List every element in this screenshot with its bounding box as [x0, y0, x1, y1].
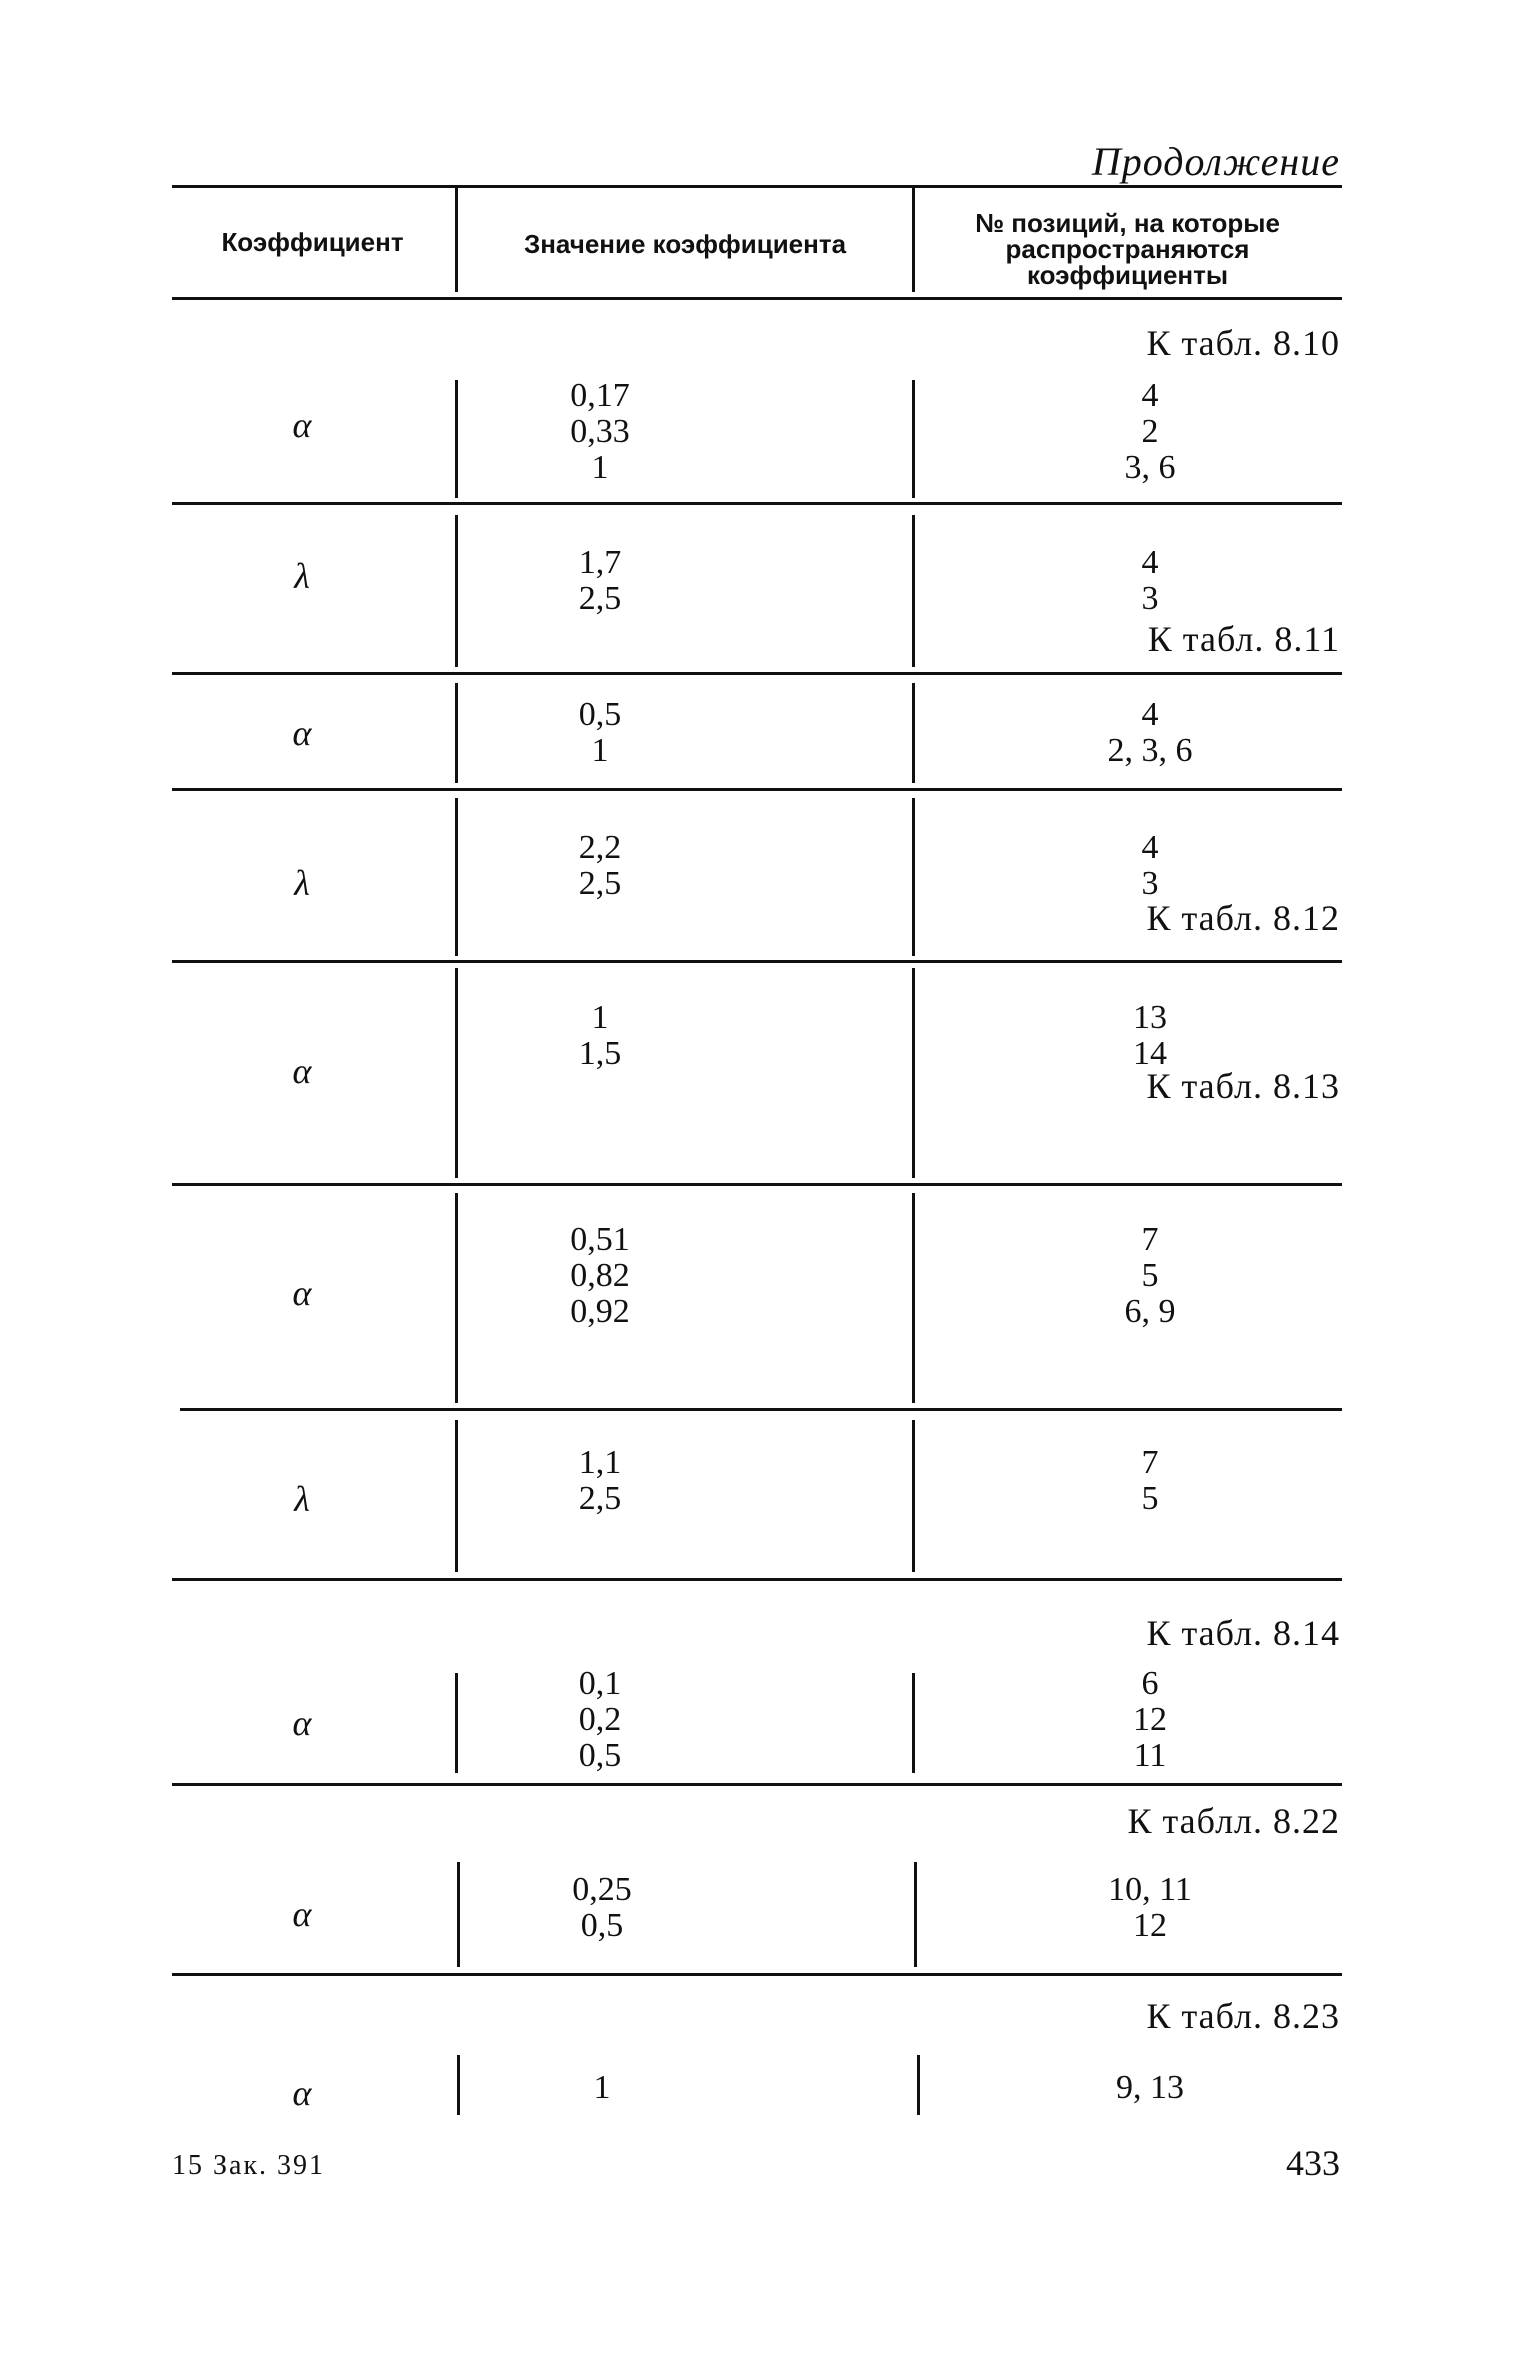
row7-values	[455, 1445, 745, 1517]
row4-divider-right	[912, 798, 915, 956]
row7-positions	[1040, 1445, 1260, 1517]
row1-positions	[1040, 378, 1260, 486]
header-value: Значение коэффициента	[523, 229, 847, 259]
row7-coefficient: λ	[294, 1479, 310, 1519]
row2-value-2: 2,5	[578, 580, 622, 617]
row6-values	[455, 1222, 745, 1330]
header-top-rule	[172, 185, 1342, 188]
row6-value-3: 0,92	[570, 1293, 630, 1330]
row5-value-1: 1	[591, 999, 609, 1036]
row4-position-1: 4	[1141, 829, 1159, 866]
row3-coefficient: α	[292, 713, 312, 753]
row10-divider-right	[917, 2055, 920, 2115]
table-ref-8-14: К табл. 8.14	[1146, 1613, 1340, 1653]
row6-positions	[1040, 1222, 1260, 1330]
row8-position-3: 11	[1133, 1737, 1167, 1774]
row4-values	[455, 830, 745, 902]
row9-position-2: 12	[1133, 1907, 1167, 1944]
row7-position-1: 7	[1141, 1444, 1159, 1481]
header-bottom-rule	[172, 297, 1342, 300]
row2-positions	[1040, 545, 1260, 617]
row5-coefficient: α	[292, 1051, 312, 1091]
row3-divider-right	[912, 683, 915, 783]
table-ref-8-13: К табл. 8.13	[1146, 1066, 1340, 1106]
row3-values	[455, 697, 745, 769]
row5-position-1: 13	[1133, 999, 1167, 1036]
row2-divider-right	[912, 515, 915, 667]
row3-position-2: 2, 3, 6	[1107, 732, 1193, 769]
row10-value-1: 1	[593, 2069, 611, 2106]
row8-value-2: 0,2	[578, 1701, 622, 1738]
table-ref-8-23: К табл. 8.23	[1146, 1996, 1340, 2036]
footer-print-order: 15 Зак. 391	[172, 2150, 326, 2181]
row8-coefficient: α	[292, 1703, 312, 1743]
table-ref-8-10: К табл. 8.10	[1146, 323, 1340, 363]
header-coefficient: Коэффициент	[221, 227, 404, 257]
row-rule-8	[172, 1783, 1342, 1786]
row10-positions	[1040, 2070, 1260, 2106]
header-positions-line3: коэффициенты	[1026, 260, 1229, 290]
row-rule-5	[172, 1183, 1342, 1186]
row5-position-2: 14	[1133, 1035, 1167, 1072]
row8-divider-right	[912, 1673, 915, 1773]
row-rule-4	[172, 960, 1342, 963]
row2-position-2: 3	[1141, 580, 1159, 617]
row2-value-1: 1,7	[578, 544, 622, 581]
row3-value-2: 1	[591, 732, 609, 769]
row7-value-2: 2,5	[578, 1480, 622, 1517]
row9-divider-right	[914, 1862, 917, 1967]
row6-value-1: 0,51	[570, 1221, 630, 1258]
row4-position-2: 3	[1141, 865, 1159, 902]
row4-value-2: 2,5	[578, 865, 622, 902]
table-ref-8-11: К табл. 8.11	[1147, 619, 1340, 659]
row-rule-2	[172, 672, 1342, 675]
continuation-label: Продолжение	[1091, 139, 1340, 184]
row9-coefficient: α	[292, 1894, 312, 1934]
row4-value-1: 2,2	[578, 829, 622, 866]
row5-values	[455, 1000, 745, 1072]
row3-value-1: 0,5	[578, 696, 622, 733]
row9-position-1: 10, 11	[1108, 1871, 1192, 1908]
row8-position-1: 6	[1141, 1665, 1159, 1702]
row-rule-9	[172, 1973, 1342, 1976]
row1-value-3: 1	[591, 449, 609, 486]
row1-position-3: 3, 6	[1124, 449, 1176, 486]
row7-value-1: 1,1	[578, 1444, 622, 1481]
row-rule-3	[172, 788, 1342, 791]
row1-values	[455, 378, 745, 486]
header-positions-line1: № позиций, на которые	[975, 208, 1280, 238]
row5-value-2: 1,5	[578, 1035, 622, 1072]
row5-divider-right	[912, 968, 915, 1178]
header-positions-line2: распространяются	[1005, 234, 1250, 264]
row1-value-1: 0,17	[570, 377, 630, 414]
row2-coefficient: λ	[294, 556, 310, 596]
row2-values	[455, 545, 745, 617]
row5-positions	[1040, 1000, 1260, 1072]
row9-positions	[1040, 1872, 1260, 1944]
row2-position-1: 4	[1141, 544, 1159, 581]
table-ref-8-12: К табл. 8.12	[1146, 898, 1340, 938]
row9-value-2: 0,5	[580, 1907, 624, 1944]
row3-positions	[1040, 697, 1260, 769]
row1-position-1: 4	[1141, 377, 1159, 414]
row10-values	[457, 2070, 747, 2106]
row4-coefficient: λ	[294, 863, 310, 903]
row1-value-2: 0,33	[570, 413, 630, 450]
row8-position-2: 12	[1133, 1701, 1167, 1738]
row10-position-1: 9, 13	[1116, 2069, 1184, 2106]
header-divider-1	[455, 188, 458, 292]
row-rule-7	[172, 1578, 1342, 1581]
header-positions	[915, 210, 1340, 288]
row10-coefficient: α	[292, 2073, 312, 2113]
row6-coefficient: α	[292, 1273, 312, 1313]
row4-positions	[1040, 830, 1260, 902]
row1-position-2: 2	[1141, 413, 1159, 450]
table-ref-8-22: К таблл. 8.22	[1127, 1801, 1340, 1841]
row8-positions	[1040, 1666, 1260, 1774]
row9-values	[457, 1872, 747, 1944]
row8-value-3: 0,5	[578, 1737, 622, 1774]
row-rule-1	[172, 502, 1342, 505]
row-rule-6	[180, 1408, 1342, 1411]
row6-value-2: 0,82	[570, 1257, 630, 1294]
row9-value-1: 0,25	[572, 1871, 632, 1908]
row6-divider-right	[912, 1193, 915, 1403]
row8-value-1: 0,1	[578, 1665, 622, 1702]
row8-values	[455, 1666, 745, 1774]
row6-position-3: 6, 9	[1124, 1293, 1176, 1330]
row7-divider-right	[912, 1420, 915, 1572]
row7-position-2: 5	[1141, 1480, 1159, 1517]
page-number: 433	[1286, 2143, 1340, 2183]
row6-position-2: 5	[1141, 1257, 1159, 1294]
row3-position-1: 4	[1141, 696, 1159, 733]
row1-coefficient: α	[292, 405, 312, 445]
row1-divider-right	[912, 380, 915, 498]
row6-position-1: 7	[1141, 1221, 1159, 1258]
